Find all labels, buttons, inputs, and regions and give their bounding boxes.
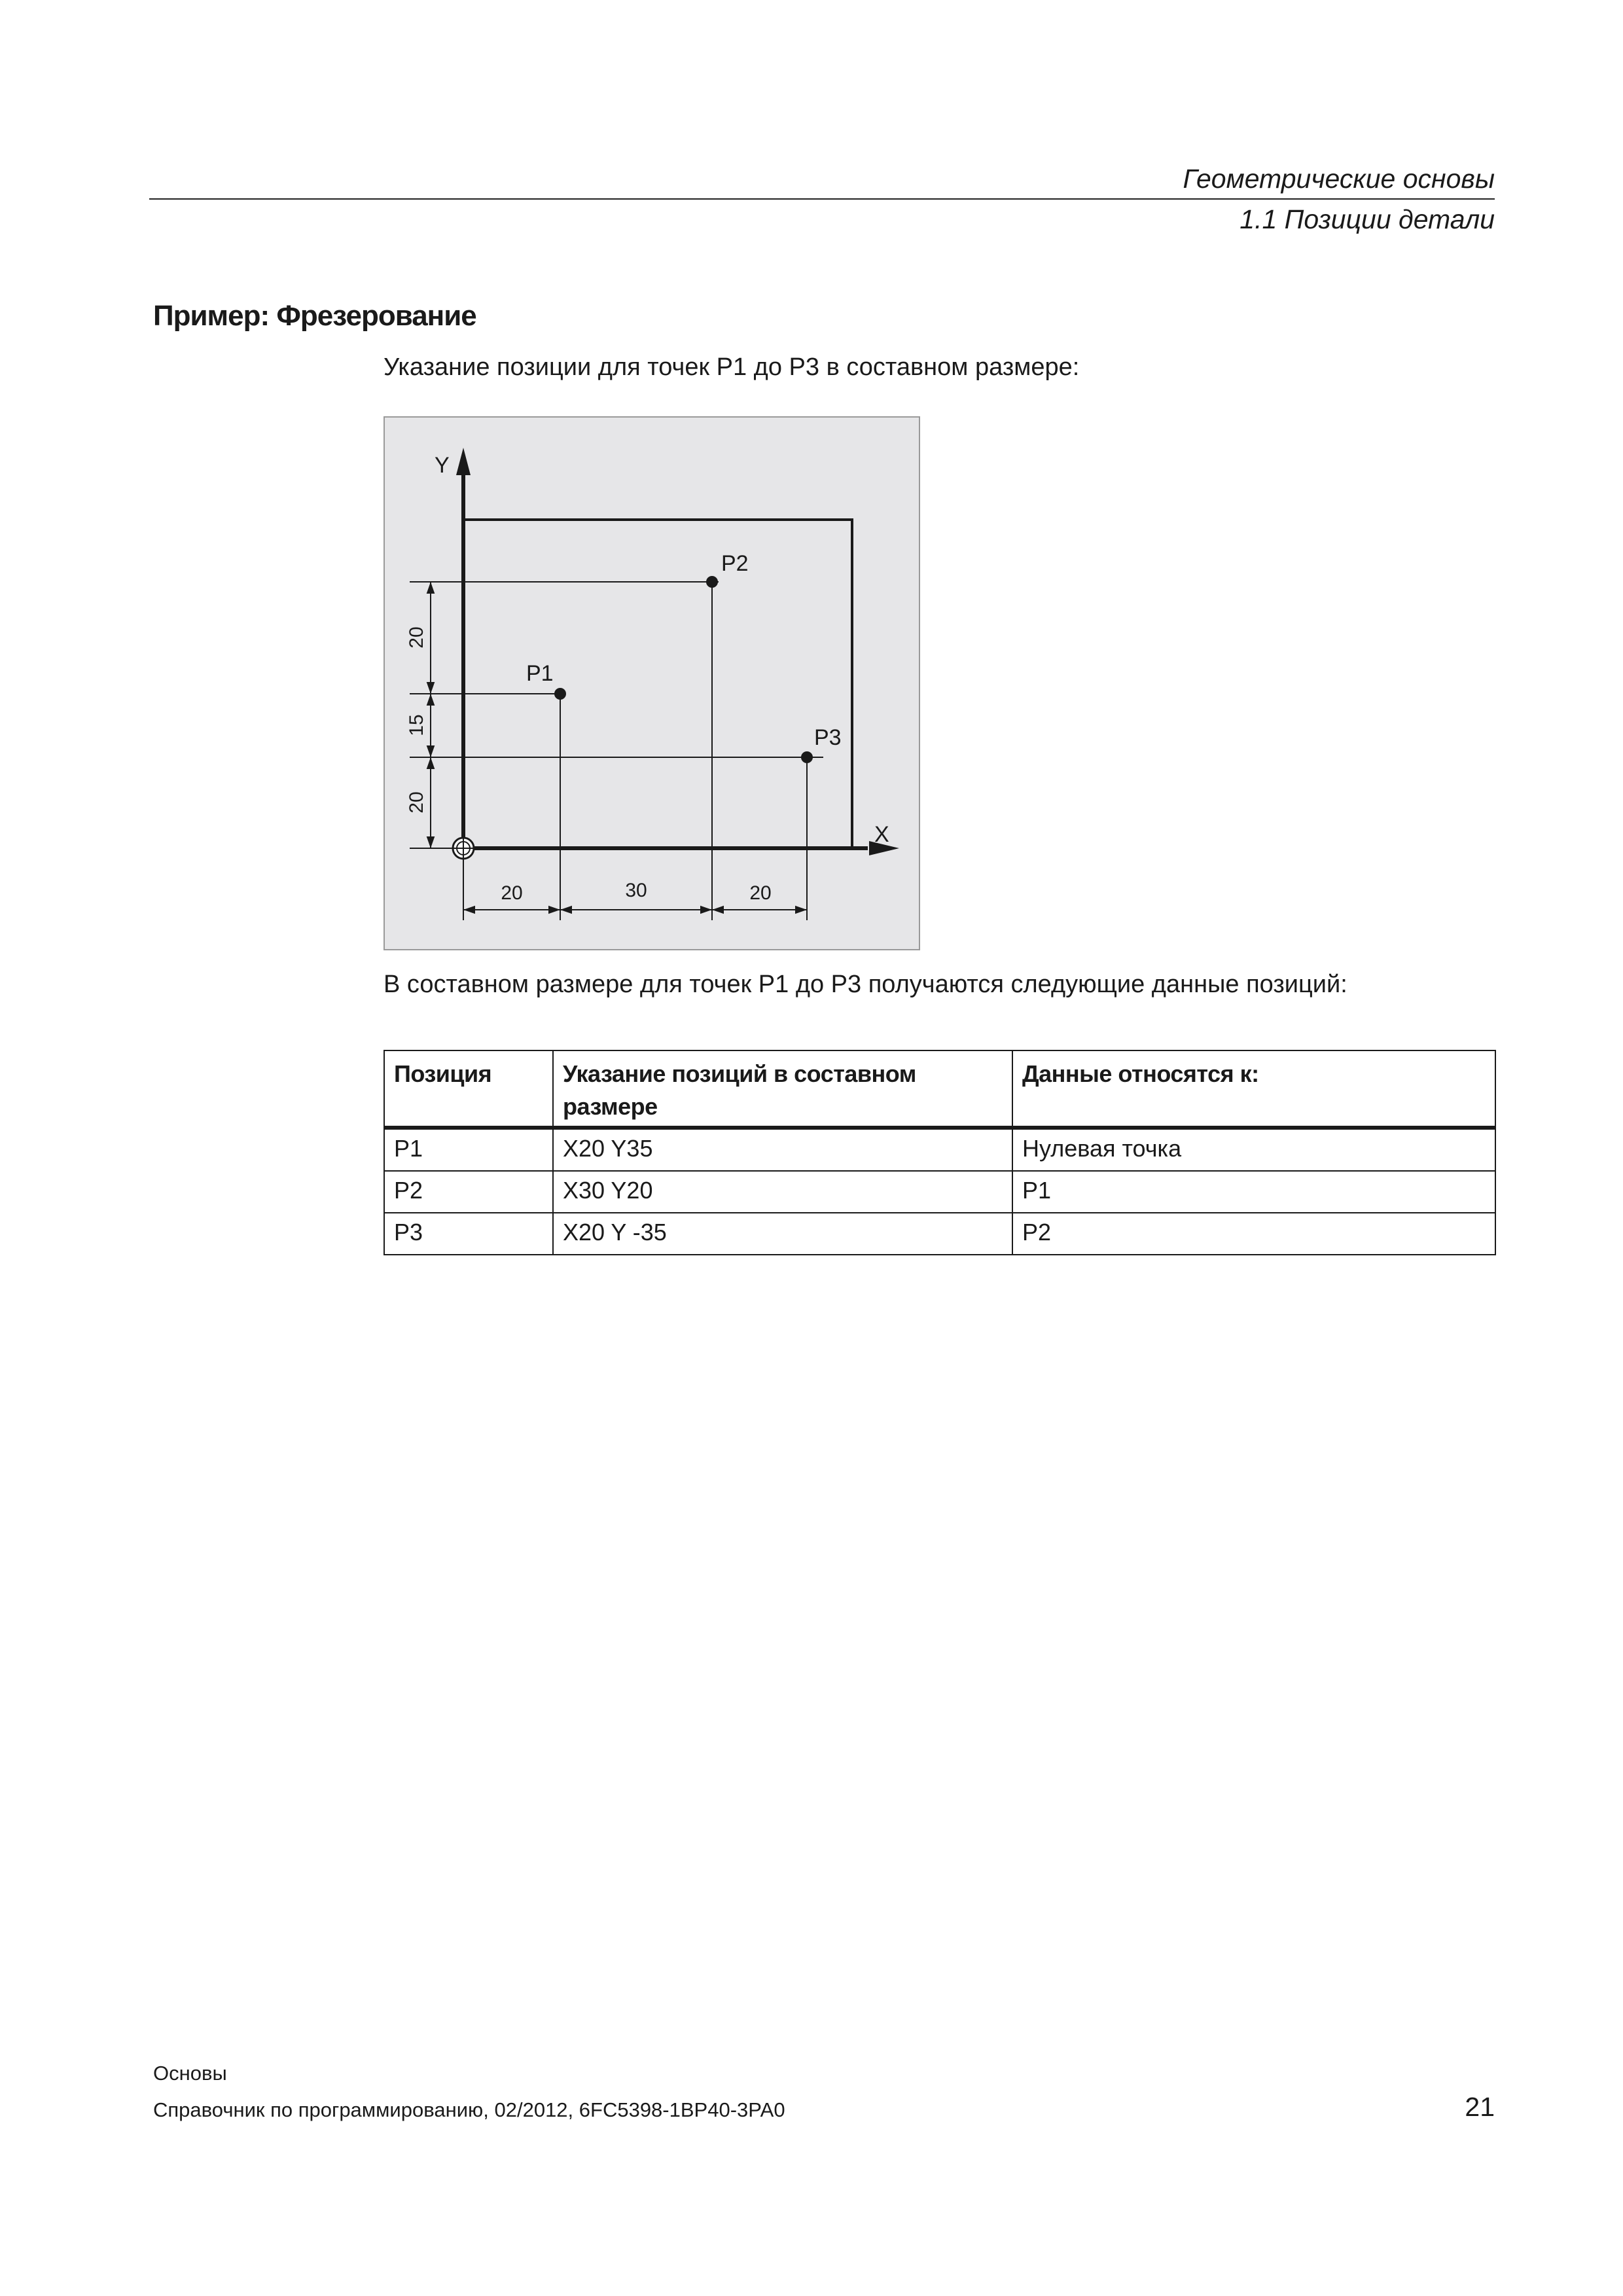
point-p2-label: P2	[721, 551, 749, 576]
section-heading: Пример: Фрезерование	[153, 300, 476, 332]
table-cell: X20 Y35	[553, 1128, 1012, 1171]
axis-x-label: X	[874, 822, 889, 847]
point-p1-label: P1	[526, 661, 554, 686]
axis-y-label: Y	[435, 453, 450, 478]
table-cell: Нулевая точка	[1012, 1128, 1495, 1171]
table-cell: P1	[384, 1128, 553, 1171]
point-p3-label: P3	[814, 725, 842, 750]
header-rule	[149, 198, 1495, 200]
footer-publication: Справочник по программированию, 02/2012, 6FC5398-1BP40-3PA0	[153, 2098, 785, 2121]
column-header-position: Позиция	[384, 1050, 553, 1128]
position-table	[383, 1050, 1496, 1255]
column-header-coordinates: Указание позиций в составном размере	[553, 1050, 1012, 1128]
header-section: 1.1 Позиции детали	[1240, 204, 1495, 234]
table-cell: X30 Y20	[553, 1171, 1012, 1213]
vdim-label-2: 15	[406, 714, 427, 736]
result-paragraph: В составном размере для точек P1 до P3 получаются следующие данные позиций:	[383, 971, 1347, 998]
table-row	[384, 1128, 1495, 1171]
vdim-label-1: 20	[406, 626, 427, 649]
table-cell: P2	[1012, 1213, 1495, 1255]
hdim-label-3: 20	[749, 882, 772, 904]
table-cell: P3	[384, 1213, 553, 1255]
hdim-label-2: 30	[625, 880, 647, 901]
figure-svg	[383, 416, 920, 950]
table-cell: P1	[1012, 1171, 1495, 1213]
point-p2-marker	[706, 576, 718, 588]
header-chapter: Геометрические основы	[1183, 164, 1495, 194]
point-p3-marker	[801, 751, 813, 763]
table-cell: X20 Y -35	[553, 1213, 1012, 1255]
milling-position-figure	[383, 416, 920, 950]
table-cell: P2	[384, 1171, 553, 1213]
footer-title: Основы	[153, 2062, 227, 2085]
intro-paragraph: Указание позиции для точек P1 до P3 в составном размере:	[383, 353, 1080, 381]
hdim-label-1: 20	[501, 882, 523, 904]
column-header-reference: Данные относятся к:	[1012, 1050, 1495, 1128]
vdim-label-3: 20	[406, 791, 427, 814]
page-number: 21	[1465, 2092, 1495, 2122]
table-row	[384, 1171, 1495, 1213]
table-header-row	[384, 1050, 1495, 1128]
table-row	[384, 1213, 1495, 1255]
point-p1-marker	[554, 688, 566, 700]
